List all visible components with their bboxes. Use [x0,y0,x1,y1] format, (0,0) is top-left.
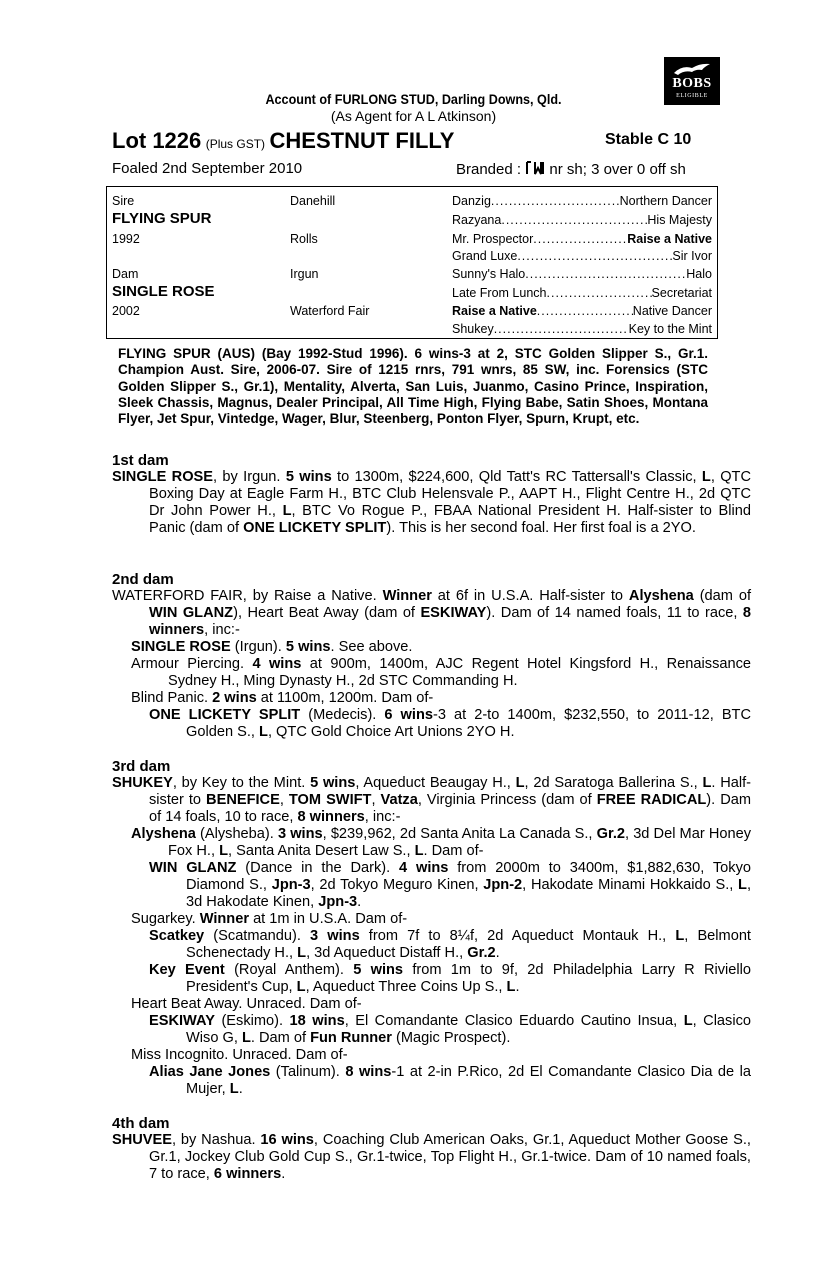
dam-label: Dam [112,267,139,281]
branded-text: nr sh; 3 over 0 off sh [549,161,686,178]
branded-label: Branded : [456,161,522,178]
logo-subtext: ELIGIBLE [676,93,708,99]
ancestor-row: Late From Lunch ..... Secretariat [452,285,712,301]
lot-number: Lot 1226 [112,128,202,153]
ancestor-row: Grand Luxe ..... Sir Ivor [452,248,712,264]
first-dam-text: SINGLE ROSE, by Irgun. 5 wins to 1300m, $224,600, Qld Tatt's RC Tattersall's Classic, L, QTC Boxing Day at Eagle Farm H., BTC Club Helensvale P., AAPT H., Flight Centre H., 2d QTC Dr John Power H., L, BTC Vo Rogue P., FBAA National President H. Half-sister to Blind Panic (dam of ONE LICKETY SPLIT). This is her second foal. Her first foal is a 2YO. [112,469,752,536]
sire-label: Sire [112,194,135,208]
ancestor-row: Shukey ..... Key to the Mint [452,321,712,337]
ancestor-row: Razyana ..... His Majesty [452,212,712,228]
branded [456,160,686,178]
dam-dam: Waterford Fair [290,304,370,318]
second-dam-text: WATERFORD FAIR, by Raise a Native. Winner at 6f in U.S.A. Half-sister to Alyshena (dam of WIN GLANZ), Heart Beat Away (dam of ESKIWAY). Dam of 14 named foals, 11 to race, 8 winners, inc:- [112,588,752,638]
produce-armour-piercing: Armour Piercing. 4 wins at 900m, 1400m, AJC Regent Hotel Kingsford H., Renaissance Sydney H., Ming Dynasty H., 2d STC Commanding H. [131,656,752,689]
produce-alyshena: Alyshena (Alysheba). 3 wins, $239,962, 2d Santa Anita La Canada S., Gr.2, 3d Del Mar Honey Fox H., L, Santa Anita Desert Law S., L. Dam of- [131,826,751,859]
produce-alias-jane-jones: Alias Jane Jones (Talinum). 8 wins-1 at 2-in P.Rico, 2d El Comandante Clasico Dia de la Mujer, L. [149,1064,752,1097]
produce-scatkey: Scatkey (Scatmandu). 3 wins from 7f to 8¼f, 2d Aqueduct Montauk H., L, Belmont Schenectady H., L, 3d Aqueduct Distaff H., Gr.2. [149,928,751,961]
consignor: Account of FURLONG STUD, Darling Downs, Qld. [265,91,562,107]
lot-line [112,126,455,159]
fourth-dam-text: SHUVEE, by Nashua. 16 wins, Coaching Club American Oaks, Gr.1, Aqueduct Mother Goose S., Gr.1, Jockey Club Gold Cup S., Gr.1-twice, Top Flight H., Gr.1-twice. Dam of 10 named foals, 7 to race, 6 winners. [112,1132,751,1182]
horse-icon [672,61,712,77]
lot-description: CHESTNUT FILLY [269,128,455,153]
first-dam-heading: 1st dam [112,452,169,469]
produce-miss-incognito: Miss Incognito. Unraced. Dam of- [131,1047,348,1063]
produce-blind-panic: Blind Panic. 2 wins at 1100m, 1200m. Dam of- [131,690,434,706]
third-dam-heading: 3rd dam [112,758,171,775]
dam-sire: Irgun [290,267,319,281]
dam-name: SINGLE ROSE [112,283,215,300]
produce-sugarkey: Sugarkey. Winner at 1m in U.S.A. Dam of- [131,911,408,927]
sire-name: FLYING SPUR [112,210,212,227]
second-dam-heading: 2nd dam [112,571,174,588]
ancestor-row: Danzig ..... Northern Dancer [452,193,712,209]
logo-text: BOBS [672,76,712,91]
third-dam-text: SHUKEY, by Key to the Mint. 5 wins, Aqueduct Beaugay H., L, 2d Saratoga Ballerina S., L. Half-sister to BENEFICE, TOM SWIFT, Vatza, Virginia Princess (dam of FREE RADICAL). Dam of 14 foals, 10 to race, 8 winners, inc:- [112,775,752,825]
sire-summary: FLYING SPUR (AUS) (Bay 1992-Stud 1996). 6 wins-3 at 2, STC Golden Slipper S., Gr.1. Champion Aust. Sire, 2006-07. Sire of 1215 rnrs, 791 wnrs, 85 SW, inc. Forensics (STC Golden Slipper S., Gr.1), Mentality, Alverta, San Luis, Juanmo, Casino Prince, Inspiration, Sleek Chassis, Magnus, Dealer Principal, All Time High, Flying Babe, Satin Shoes, Montana Flyer, Jet Spur, Vintedge, Wager, Blur, Steenberg, Ponton Flyer, Spurn, Krupt, etc. [118,346,708,427]
sire-sire: Danehill [290,194,336,208]
dam-year: 2002 [112,304,140,318]
gst-note: (Plus GST) [205,137,266,151]
sire-dam: Rolls [290,232,318,246]
produce-single-rose: SINGLE ROSE (Irgun). 5 wins. See above. [131,639,413,655]
agent: (As Agent for A L Atkinson) [330,108,497,124]
produce-key-event: Key Event (Royal Anthem). 5 wins from 1m to 9f, 2d Philadelphia Larry R Riviello President's Cup, L, Aqueduct Three Coins Up S., L. [149,962,751,995]
produce-win-glanz: WIN GLANZ (Dance in the Dark). 4 wins from 2000m to 3400m, $1,882,630, Tokyo Diamond S., Jpn-3, 2d Tokyo Meguro Kinen, Jpn-2, Hakodate Minami Hokkaido S., L, 3d Hakodate Kinen, Jpn-3. [149,860,752,910]
produce-eskiway: ESKIWAY (Eskimo). 18 wins, El Comandante Clasico Eduardo Cautino Insua, L, Clasico Wiso G, L. Dam of Fun Runner (Magic Prospect). [149,1013,752,1046]
sire-year: 1992 [112,232,140,246]
ancestor-row: Mr. Prospector ..... Raise a Native [452,231,712,247]
pedigree-table [106,186,718,339]
brand-mark-icon [525,160,545,176]
fourth-dam-heading: 4th dam [112,1115,170,1132]
ancestor-row: Raise a Native ..... Native Dancer [452,303,712,319]
foaled-date: Foaled 2nd September 2010 [112,160,303,177]
ancestor-row: Sunny's Halo ..... Halo [452,266,712,282]
produce-heart-beat-away: Heart Beat Away. Unraced. Dam of- [131,996,362,1012]
produce-one-lickety-split: ONE LICKETY SPLIT (Medecis). 6 wins-3 at 2-to 1400m, $232,550, to 2011-12, BTC Golden S., L, QTC Gold Choice Art Unions 2YO H. [149,707,752,740]
stable: Stable C 10 [605,131,692,148]
